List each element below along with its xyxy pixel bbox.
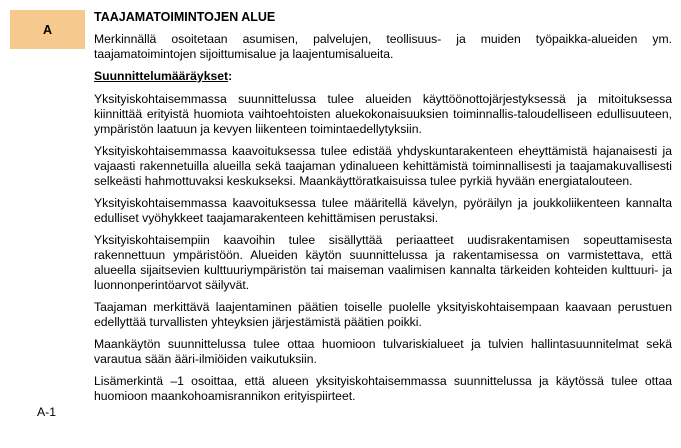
planning-regulations-heading-text: Suunnittelumääräykset (94, 69, 229, 83)
page-title: TAAJAMATOIMINTOJEN ALUE (94, 10, 276, 24)
regulation-paragraph: Taajaman merkittävä laajentaminen päätien toiselle puolelle yksityiskohtaisempaan kaavaan perustuen edellyttää turvallisten yhteyksien järjestämistä päätien poikki. (94, 300, 672, 329)
document-body (94, 9, 672, 411)
area-description: Merkinnällä osoitetaan asumisen, palvelujen, teollisuus- ja muiden työpaikka-alueiden ym. taajamatoimintojen sijoittumisalue ja laajentumisalueita. (94, 32, 672, 61)
regulation-paragraph: Yksityiskohtaisemmassa suunnittelussa tulee alueiden käyttöönottojärjestyksessä ja mitoituksessa kiinnittää erityistä huomiota vaihtoehtoisten aluekokonaisuuksien toiminnallis-taloudelliseen edullisuuteen, ympäristön laatuun ja kevyen liikenteen toimintaedellytyksiin. (94, 92, 672, 136)
area-code-label: A (42, 22, 53, 37)
regulation-paragraph: Yksityiskohtaisemmassa kaavoituksessa tulee edistää yhdyskuntarakenteen eheyttämistä hajanaisesti ja vajaasti rakennetuilla alueilla sekä taajaman ydinalueen kehittämistä toiminnallisesti ja taajamakuvallisesti selkeästi hahmottuvaksi keskukseksi. Maankäyttöratkaisuissa tulee pyrkiä hyvään energiatalouteen. (94, 144, 672, 188)
regulation-paragraph: Maankäytön suunnittelussa tulee ottaa huomioon tulvariskialueet ja tulvien hallintasuunnitelmat sekä varautua sään ääri-ilmiöiden vaikutuksiin. (94, 337, 672, 366)
planning-regulations-heading-suffix: : (228, 69, 233, 83)
subsection-label: A-1 (37, 405, 56, 419)
planning-regulations-heading (94, 69, 672, 84)
regulation-paragraph: Yksityiskohtaisemmassa kaavoituksessa tulee määritellä kävelyn, pyöräilyn ja joukkoliikenteen kannalta edulliset vyöhykkeet taajamarakenteen kehittämisen perustaksi. (94, 196, 672, 225)
subsection-text: Lisämerkintä –1 osoittaa, että alueen yksityiskohtaisemmassa suunnittelussa ja käytössä tulee ottaa huomioon maankohoamisrannikon erityispiirteet. (94, 374, 672, 403)
regulation-paragraph: Yksityiskohtaisempiin kaavoihin tulee sisällyttää periaatteet uudisrakentamisen sopeuttamisesta rakennettuun ympäristöön. Alueiden käytön suunnittelussa ja rakentamisessa on varmistettava, että alueella sijaitsevien kulttuuriympäristön tai maiseman vaalimisen kannalta tärkeiden kohteiden kulttuuri- ja luonnonperintöarvot säilyvät. (94, 233, 672, 292)
area-code-badge (10, 10, 85, 49)
